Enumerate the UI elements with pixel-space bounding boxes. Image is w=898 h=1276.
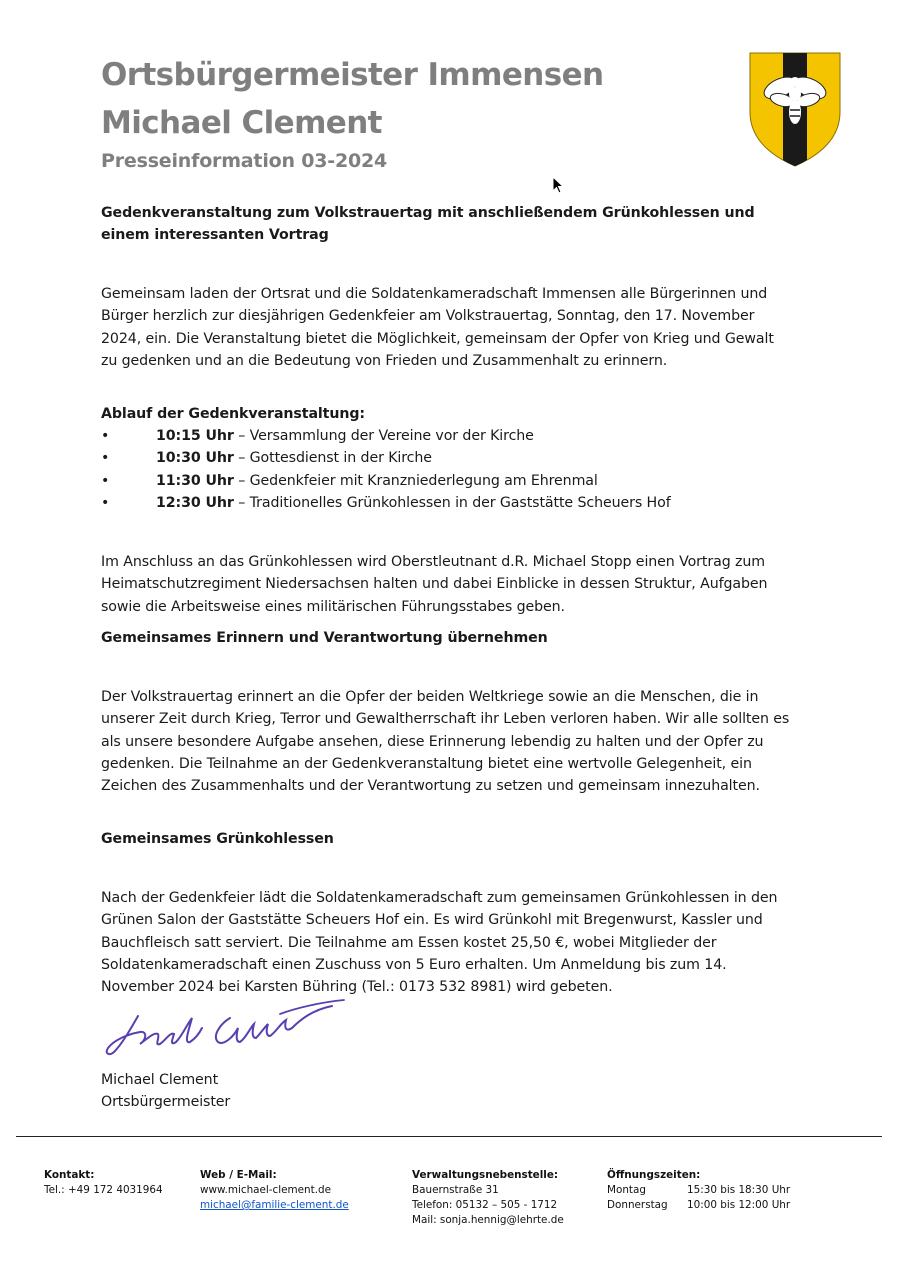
list-item: [101, 425, 791, 447]
footer-office-mail: Mail: sonja.hennig@lehrte.de: [412, 1214, 564, 1226]
press-info-subtitle: Presseinformation 03-2024: [101, 150, 388, 172]
footer-hours-heading: Öffnungszeiten:: [607, 1169, 701, 1181]
footer-web-heading: Web / E-Mail:: [200, 1169, 277, 1181]
footer-web: [200, 1168, 349, 1213]
list-item: [101, 447, 791, 469]
hours-time: 10:00 bis 12:00 Uhr: [687, 1199, 791, 1211]
bullet: •: [101, 450, 110, 467]
footer-office-heading: Verwaltungsnebenstelle:: [412, 1169, 559, 1181]
list-item: [101, 492, 791, 514]
footer-contact-phone: Tel.: +49 172 4031964: [44, 1184, 163, 1196]
agenda-list: [101, 425, 791, 514]
handwritten-signature: [100, 988, 348, 1060]
lecture-paragraph: Im Anschluss an das Grünkohlessen wird Oberstleutnant d.R. Michael Stopp einen Vortrag zum Heimatschutzregiment Niedersachsen halten und dabei Einblicke in dessen Struktur, Aufgaben sowie die Arbeitsweise eines militärischen Führungsstabes geben.: [101, 554, 768, 615]
agenda-text: – Gottesdienst in der Kirche: [233, 450, 432, 467]
hours-day: Donnerstag: [607, 1199, 668, 1211]
agenda-text: – Traditionelles Grünkohlessen in der Gaststätte Scheuers Hof: [233, 494, 671, 511]
agenda-time: 10:15 Uhr: [156, 428, 234, 444]
signatory-name: Michael Clement: [101, 1072, 219, 1088]
signatory-block: [101, 1069, 791, 1114]
kale-dinner-paragraph: Nach der Gedenkfeier lädt die Soldatenkameradschaft zum gemeinsamen Grünkohlessen in den Grünen Salon der Gaststätte Scheuers Hof ein. Es wird Grünkohl mit Bregenwurst, Kassler und Bauchfleisch satt serviert. Die Teilnahme am Essen kostet 25,50 €, wobei Mitglieder der Soldatenkameradschaft einen Zuschuss von 5 Euro erhalten. Um Anmeldung bis zum 14. November 2024 bei Karsten Bühring (Tel.: 0173 532 8981) wird gebeten.: [101, 890, 778, 996]
mouse-pointer-icon: [552, 176, 564, 194]
footer-divider: [16, 1136, 882, 1137]
signatory-role: Ortsbürgermeister: [101, 1094, 231, 1111]
agenda-time: 11:30 Uhr: [156, 472, 234, 489]
bullet: •: [101, 472, 110, 489]
hours-time: 15:30 bis 18:30 Uhr: [687, 1184, 791, 1196]
footer-contact: [44, 1168, 163, 1198]
agenda-text: – Gedenkfeier mit Kranzniederlegung am Ehrenmal: [233, 472, 598, 489]
list-item: [101, 470, 791, 492]
footer-office-phone: Telefon: 05132 – 505 - 1712: [412, 1199, 558, 1211]
hours-row: [607, 1198, 790, 1213]
footer-office-street: Bauernstraße 31: [412, 1184, 499, 1196]
intro-paragraph: Gemeinsam laden der Ortsrat und die Soldatenkameradschaft Immensen alle Bürgerinnen und Bürger herzlich zur diesjährigen Gedenkfeier am Volkstrauertag, Sonntag, den 17. November 2024, ein. Die Veranstaltung bietet die Möglichkeit, gemeinsam der Opfer von Krieg und Gewalt zu gedenken und an die Bedeutung von Frieden und Zusammenhalt zu erinnern.: [101, 286, 774, 370]
footer-contact-heading: Kontakt:: [44, 1169, 95, 1181]
footer-website-link[interactable]: www.michael-clement.de: [200, 1184, 332, 1196]
hours-row: [607, 1183, 790, 1198]
footer-hours: [607, 1168, 790, 1213]
hours-day: Montag: [607, 1184, 646, 1196]
section-heading-kale-dinner: Gemeinsames Grünkohlessen: [101, 831, 334, 847]
bullet: •: [101, 494, 110, 511]
remembrance-paragraph: Der Volkstrauertag erinnert an die Opfer der beiden Weltkriege sowie an die Menschen, die in unserer Zeit durch Krieg, Terror und Gewaltherrschaft ihr Leben verloren haben. Wir alle sollten es als unsere besondere Aufgabe ansehen, diese Erinnerung lebendig zu halten und der Opfer zu gedenken. Die Teilnahme an der Gedenkveranstaltung bietet eine wertvolle Gelegenheit, ein Zeichen des Zusammenhalts und der Verantwortung zu setzen und gemeinsam innezuhalten.: [101, 689, 790, 795]
article-headline: Gedenkveranstaltung zum Volkstrauertag mit anschließendem Grünkohlessen und einem interessanten Vortrag: [101, 205, 755, 244]
section-heading-remembrance: Gemeinsames Erinnern und Verantwortung übernehmen: [101, 630, 548, 646]
agenda-time: 12:30 Uhr: [156, 494, 234, 511]
agenda-text: – Versammlung der Vereine vor der Kirche: [233, 428, 534, 444]
footer-office: [412, 1168, 564, 1228]
agenda-time: 10:30 Uhr: [156, 450, 234, 467]
bullet: •: [101, 428, 110, 444]
page-title-line1: Ortsbürgermeister Immensen: [101, 57, 604, 93]
agenda-heading: Ablauf der Gedenkveranstaltung:: [101, 406, 365, 422]
page-title-line2: Michael Clement: [101, 105, 382, 141]
footer-email-link[interactable]: michael@familie-clement.de: [200, 1199, 349, 1211]
coat-of-arms-bee-icon: [748, 50, 842, 168]
